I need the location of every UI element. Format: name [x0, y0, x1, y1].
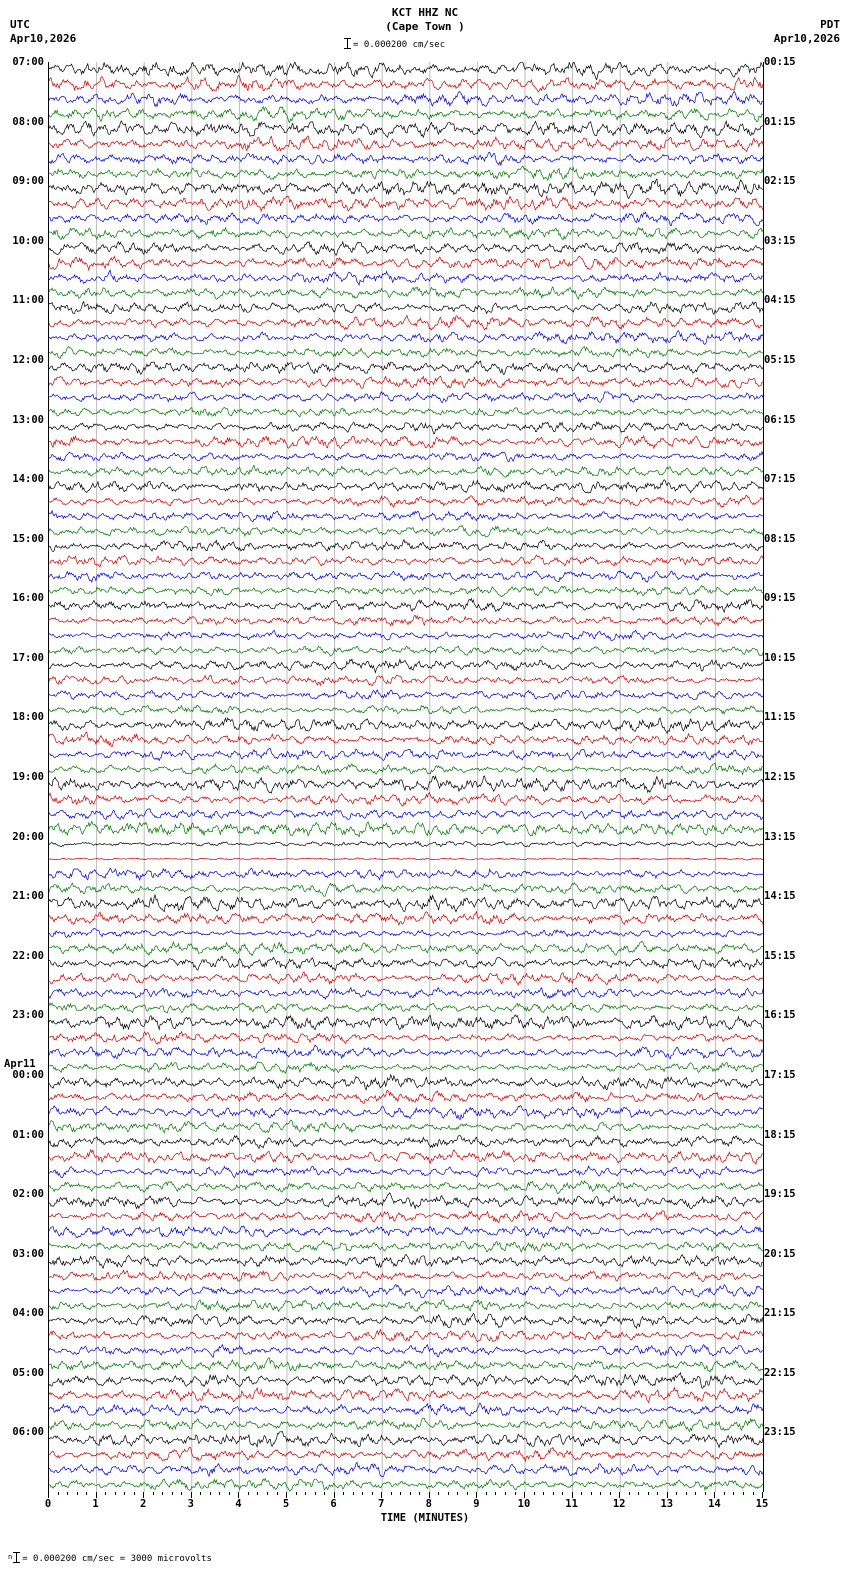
- x-minor-tick: [629, 1492, 630, 1495]
- x-minor-tick: [400, 1492, 401, 1495]
- helicorder-plot: [48, 62, 764, 1492]
- right-time-label: 01:15: [764, 115, 796, 128]
- x-minor-tick: [172, 1492, 173, 1495]
- left-time-label: 09:00: [12, 175, 44, 188]
- right-time-label: 20:15: [764, 1247, 796, 1260]
- right-time-label: 19:15: [764, 1188, 796, 1201]
- right-time-label: 02:15: [764, 175, 796, 188]
- x-tick-label: 14: [708, 1498, 721, 1510]
- right-time-label: 15:15: [764, 949, 796, 962]
- scale-label: = 0.000200 cm/sec: [353, 40, 446, 50]
- x-minor-tick: [200, 1492, 201, 1495]
- x-minor-tick: [229, 1492, 230, 1495]
- x-minor-tick: [467, 1492, 468, 1495]
- x-minor-tick: [686, 1492, 687, 1495]
- x-minor-tick: [591, 1492, 592, 1495]
- x-minor-tick: [448, 1492, 449, 1495]
- x-minor-tick: [724, 1492, 725, 1495]
- header-left-date: Apr10,2026: [10, 32, 77, 45]
- right-time-label: 22:15: [764, 1366, 796, 1379]
- x-minor-tick: [705, 1492, 706, 1495]
- left-time-label: 08:00: [12, 115, 44, 128]
- x-minor-tick: [648, 1492, 649, 1495]
- x-minor-tick: [248, 1492, 249, 1495]
- x-minor-tick: [600, 1492, 601, 1495]
- x-minor-tick: [410, 1492, 411, 1495]
- right-time-label: 05:15: [764, 353, 796, 366]
- x-minor-tick: [743, 1492, 744, 1495]
- right-time-label: 18:15: [764, 1128, 796, 1141]
- left-time-label: 00:00: [12, 1068, 44, 1081]
- x-minor-tick: [67, 1492, 68, 1495]
- x-minor-tick: [733, 1492, 734, 1495]
- footer-scale-bar-icon: [16, 1552, 17, 1563]
- x-minor-tick: [581, 1492, 582, 1495]
- x-tick-label: 13: [660, 1498, 674, 1510]
- x-minor-tick: [505, 1492, 506, 1495]
- footer-prefix: n: [8, 1553, 13, 1561]
- x-minor-tick: [457, 1492, 458, 1495]
- x-tick-label: 2: [140, 1498, 147, 1510]
- x-minor-tick: [543, 1492, 544, 1495]
- x-minor-tick: [105, 1492, 106, 1495]
- left-time-label: 02:00: [12, 1188, 44, 1201]
- right-time-label: 09:15: [764, 592, 796, 605]
- header-center-block: [0, 6, 850, 34]
- right-time-label: 13:15: [764, 830, 796, 843]
- left-time-label: 12:00: [12, 353, 44, 366]
- scale-bar-icon: [347, 38, 348, 49]
- x-minor-tick: [638, 1492, 639, 1495]
- left-time-label: 19:00: [12, 771, 44, 783]
- right-time-label: 04:15: [764, 294, 796, 307]
- x-minor-tick: [124, 1492, 125, 1495]
- left-time-label: 04:00: [12, 1307, 44, 1320]
- right-time-label: 07:15: [764, 473, 796, 486]
- x-tick-label: 10: [517, 1498, 531, 1510]
- x-tick-label: 11: [565, 1498, 578, 1510]
- left-time-label: 06:00: [12, 1426, 44, 1439]
- left-time-label: 10:00: [12, 234, 44, 247]
- left-time-label: 18:00: [12, 711, 44, 724]
- x-minor-tick: [486, 1492, 487, 1495]
- x-minor-tick: [353, 1492, 354, 1495]
- right-time-label: 08:15: [764, 532, 796, 545]
- x-minor-tick: [181, 1492, 182, 1495]
- right-time-label: 21:15: [764, 1307, 796, 1320]
- left-date-label: Apr11: [4, 1057, 36, 1070]
- left-time-label: 13:00: [12, 413, 44, 426]
- x-minor-tick: [362, 1492, 363, 1495]
- x-minor-tick: [219, 1492, 220, 1495]
- x-tick-label: 7: [378, 1498, 385, 1510]
- right-time-label: 16:15: [764, 1009, 796, 1022]
- right-time-label: 10:15: [764, 651, 796, 664]
- left-time-label: 05:00: [12, 1366, 44, 1379]
- left-time-label: 14:00: [12, 473, 44, 486]
- left-time-label: 16:00: [12, 592, 44, 605]
- x-minor-tick: [77, 1492, 78, 1495]
- right-time-label: 00:15: [764, 56, 796, 68]
- x-tick-label: 15: [755, 1498, 769, 1510]
- header-right-block: [774, 18, 840, 46]
- left-time-label: 23:00: [12, 1009, 44, 1022]
- x-tick-label: 6: [330, 1498, 337, 1510]
- x-minor-tick: [495, 1492, 496, 1495]
- x-minor-tick: [753, 1492, 754, 1495]
- left-time-label: 01:00: [12, 1128, 44, 1141]
- right-time-label: 03:15: [764, 234, 796, 247]
- x-minor-tick: [343, 1492, 344, 1495]
- right-time-label: 11:15: [764, 711, 796, 724]
- x-tick-label: 1: [92, 1498, 99, 1510]
- x-minor-tick: [257, 1492, 258, 1495]
- x-minor-tick: [610, 1492, 611, 1495]
- x-axis: [44, 1492, 769, 1512]
- x-tick-label: 12: [612, 1498, 626, 1510]
- x-minor-tick: [153, 1492, 154, 1495]
- left-time-label: 15:00: [12, 532, 44, 545]
- header-right-date: Apr10,2026: [773, 32, 840, 45]
- x-minor-tick: [305, 1492, 306, 1495]
- x-minor-tick: [296, 1492, 297, 1495]
- left-time-label: 03:00: [12, 1247, 44, 1260]
- scale-reference: [347, 38, 445, 50]
- x-minor-tick: [534, 1492, 535, 1495]
- left-time-label: 17:00: [12, 651, 44, 664]
- x-minor-tick: [315, 1492, 316, 1495]
- x-minor-tick: [134, 1492, 135, 1495]
- right-time-label: 17:15: [764, 1068, 796, 1081]
- x-tick-label: 9: [473, 1498, 480, 1510]
- x-minor-tick: [515, 1492, 516, 1495]
- x-minor-tick: [58, 1492, 59, 1495]
- x-minor-tick: [162, 1492, 163, 1495]
- x-minor-tick: [695, 1492, 696, 1495]
- x-minor-tick: [391, 1492, 392, 1495]
- station-subtitle: (Cape Town ): [385, 20, 465, 33]
- x-minor-tick: [277, 1492, 278, 1495]
- station-title: KCT HHZ NC: [391, 6, 459, 19]
- x-axis-title: TIME (MINUTES): [380, 1512, 470, 1524]
- x-minor-tick: [419, 1492, 420, 1495]
- right-time-label: 23:15: [764, 1426, 796, 1439]
- footer-scale: [8, 1552, 212, 1564]
- left-time-label: 07:00: [12, 56, 44, 68]
- header-right-timezone: PDT: [820, 18, 840, 31]
- x-tick-label: 5: [282, 1498, 290, 1510]
- right-time-label: 06:15: [764, 413, 796, 426]
- x-tick-label: 0: [44, 1498, 52, 1510]
- left-time-label: 21:00: [12, 890, 44, 903]
- x-minor-tick: [210, 1492, 211, 1495]
- left-time-label: 22:00: [12, 949, 44, 962]
- x-minor-tick: [372, 1492, 373, 1495]
- x-minor-tick: [553, 1492, 554, 1495]
- right-time-label: 14:15: [764, 890, 796, 903]
- left-time-label: 11:00: [12, 294, 44, 307]
- header-left-timezone: UTC: [10, 18, 30, 31]
- x-tick-label: 3: [187, 1498, 194, 1510]
- x-tick-label: 4: [235, 1498, 242, 1510]
- x-minor-tick: [115, 1492, 116, 1495]
- x-minor-tick: [657, 1492, 658, 1495]
- left-time-label: 20:00: [12, 830, 44, 843]
- x-minor-tick: [267, 1492, 268, 1495]
- x-minor-tick: [562, 1492, 563, 1495]
- right-time-label: 12:15: [764, 771, 796, 783]
- x-minor-tick: [676, 1492, 677, 1495]
- footer-scale-label: = 0.000200 cm/sec = 3000 microvolts: [22, 1554, 212, 1564]
- x-minor-tick: [86, 1492, 87, 1495]
- x-minor-tick: [324, 1492, 325, 1495]
- x-tick-label: 8: [425, 1498, 432, 1510]
- x-minor-tick: [438, 1492, 439, 1495]
- chart-header: [0, 0, 850, 58]
